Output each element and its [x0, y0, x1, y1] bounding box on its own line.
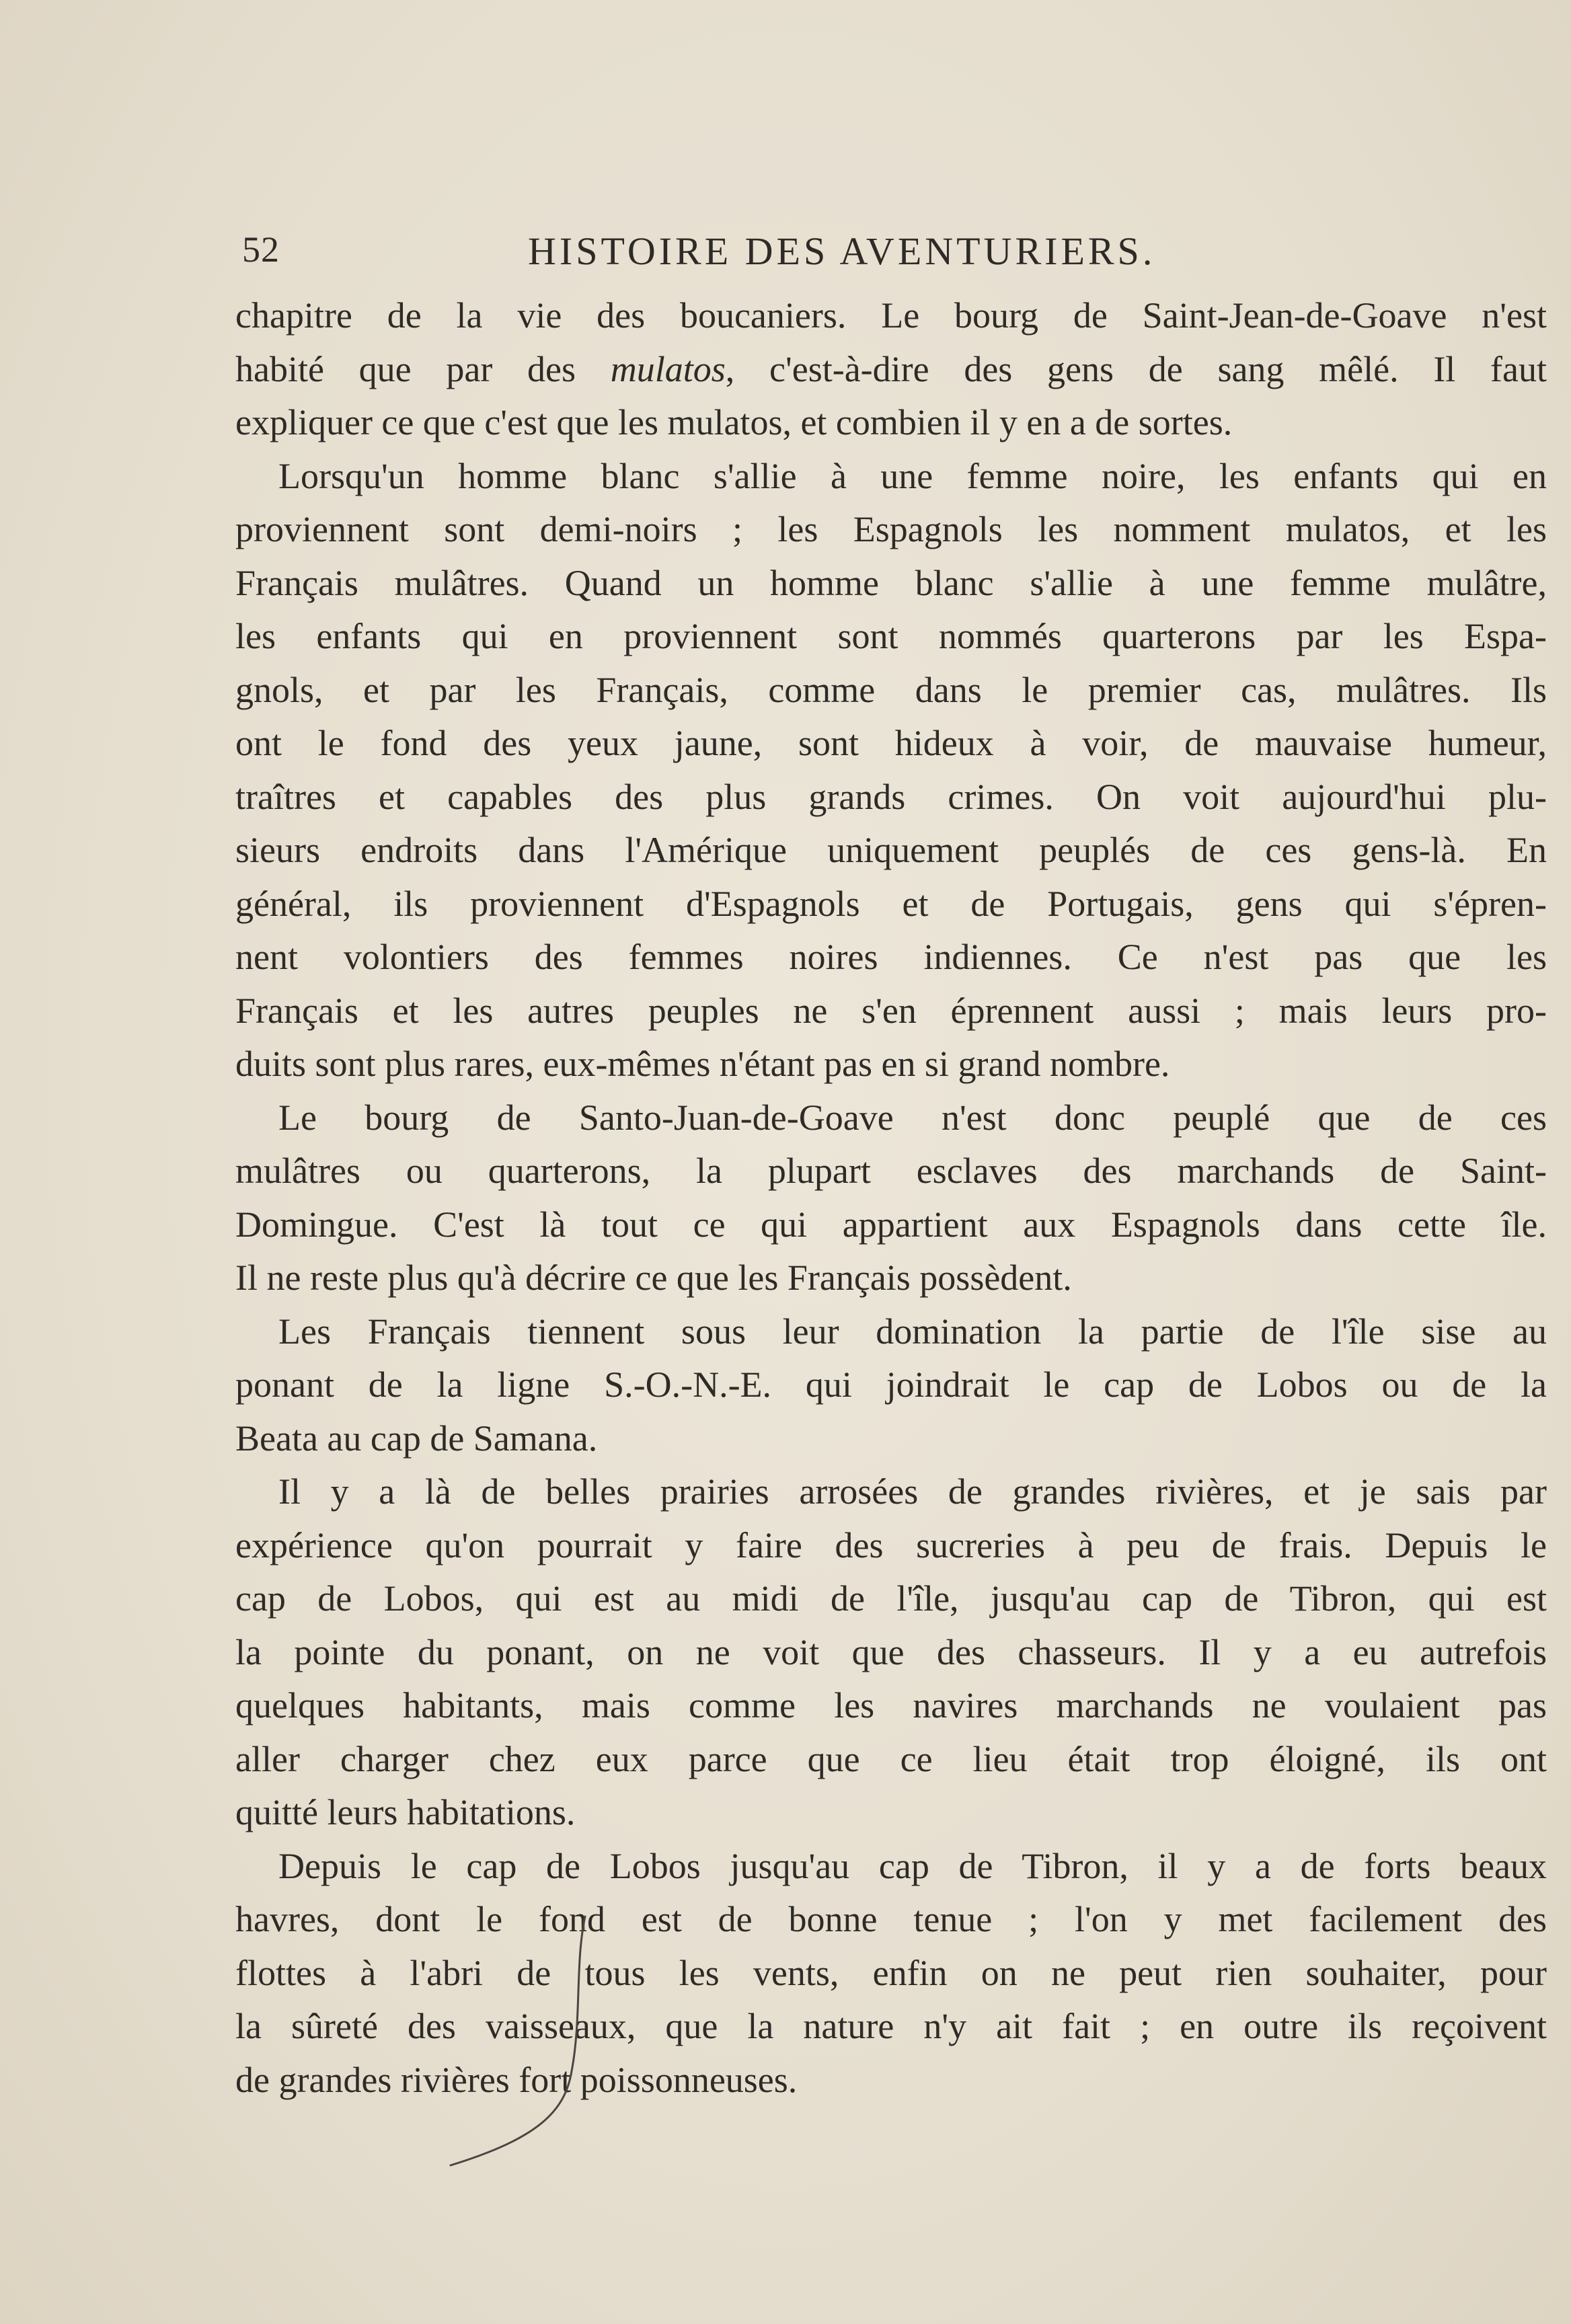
text-line: sieurs endroits dans l'Amérique uniquement peuplés de ces gens-là. En	[235, 830, 1547, 870]
text-line: la sûreté des vaisseaux, que la nature n'y ait fait ; en outre ils reçoivent	[235, 2006, 1547, 2046]
italic-term: mulatos	[610, 348, 726, 389]
text-line: ponant de la ligne S.-O.-N.-E. qui joindrait le cap de Lobos ou de la	[235, 1364, 1547, 1405]
text-line: Domingue. C'est là tout ce qui appartient aux Espagnols dans cette île.	[235, 1204, 1547, 1245]
text-line: mulâtres ou quarterons, la plupart esclaves des marchands de Saint-	[235, 1151, 1547, 1191]
paragraph-6	[235, 1840, 1547, 2107]
text-line: Français mulâtres. Quand un homme blanc s'allie à une femme mulâtre,	[235, 562, 1547, 603]
text-line: expérience qu'on pourrait y faire des sucreries à peu de frais. Depuis le	[235, 1524, 1547, 1565]
running-title: HISTOIRE DES AVENTURIERS.	[528, 229, 1156, 273]
paragraph-2	[235, 450, 1547, 1091]
text-line-with-italic	[235, 343, 1547, 397]
paragraph-4	[235, 1305, 1547, 1466]
text-line: proviennent sont demi-noirs ; les Espagnols les nomment mulatos, et les	[235, 509, 1547, 549]
body-text	[235, 289, 1547, 2107]
text-line: Les Français tiennent sous leur domination la partie de l'île sise au	[278, 1311, 1547, 1352]
paragraph-1	[235, 289, 1547, 450]
page-header	[242, 229, 1271, 282]
text-line: Il ne reste plus qu'à décrire ce que les Français possèdent.	[235, 1257, 1072, 1298]
text-line: Le bourg de Santo-Juan-de-Goave n'est donc peuplé que de ces	[278, 1097, 1547, 1138]
text-line: Français et les autres peuples ne s'en éprennent aussi ; mais leurs pro-	[235, 990, 1547, 1031]
text-line: général, ils proviennent d'Espagnols et de Portugais, gens qui s'épren-	[235, 883, 1547, 924]
text-line: aller charger chez eux parce que ce lieu était trop éloigné, ils ont	[235, 1738, 1547, 1779]
text-line: gnols, et par les Français, comme dans le premier cas, mulâtres. Ils	[235, 669, 1547, 710]
text-fragment: , c'est-à-dire des gens de sang mêlé. Il faut	[725, 348, 1547, 389]
paragraph-3	[235, 1091, 1547, 1305]
text-line: la pointe du ponant, on ne voit que des chasseurs. Il y a eu autrefois	[235, 1631, 1547, 1672]
text-line: les enfants qui en proviennent sont nommés quarterons par les Espa-	[235, 616, 1547, 656]
text-line: nent volontiers des femmes noires indiennes. Ce n'est pas que les	[235, 937, 1547, 977]
text-line: cap de Lobos, qui est au midi de l'île, jusqu'au cap de Tibron, qui est	[235, 1578, 1547, 1619]
text-line: duits sont plus rares, eux-mêmes n'étant pas en si grand nombre.	[235, 1044, 1170, 1084]
text-fragment: habité que par des	[235, 348, 611, 389]
text-line: Lorsqu'un homme blanc s'allie à une femme noire, les enfants qui en	[278, 455, 1547, 496]
text-line: flottes à l'abri de tous les vents, enfin on ne peut rien souhaiter, pour	[235, 1952, 1547, 1993]
paragraph-5	[235, 1465, 1547, 1840]
text-line: Beata au cap de Samana.	[235, 1418, 598, 1459]
text-line: de grandes rivières fort poissonneuses.	[235, 2059, 798, 2100]
text-line: quelques habitants, mais comme les navires marchands ne voulaient pas	[235, 1685, 1547, 1726]
text-line: quitté leurs habitations.	[235, 1792, 576, 1832]
text-line: expliquer ce que c'est que les mulatos, et combien il y en a de sortes.	[235, 402, 1233, 442]
text-line: traîtres et capables des plus grands crimes. On voit aujourd'hui plu-	[235, 776, 1547, 817]
text-line: ont le fond des yeux jaune, sont hideux à voir, de mauvaise humeur,	[235, 723, 1547, 763]
text-line: havres, dont le fond est de bonne tenue ; l'on y met facilement des	[235, 1899, 1547, 1939]
text-line: Il y a là de belles prairies arrosées de grandes rivières, et je sais par	[278, 1471, 1547, 1512]
text-line: Depuis le cap de Lobos jusqu'au cap de Tibron, il y a de forts beaux	[278, 1845, 1547, 1886]
page-number: 52	[242, 229, 280, 270]
text-line: chapitre de la vie des boucaniers. Le bourg de Saint-Jean-de-Goave n'est	[235, 295, 1547, 336]
